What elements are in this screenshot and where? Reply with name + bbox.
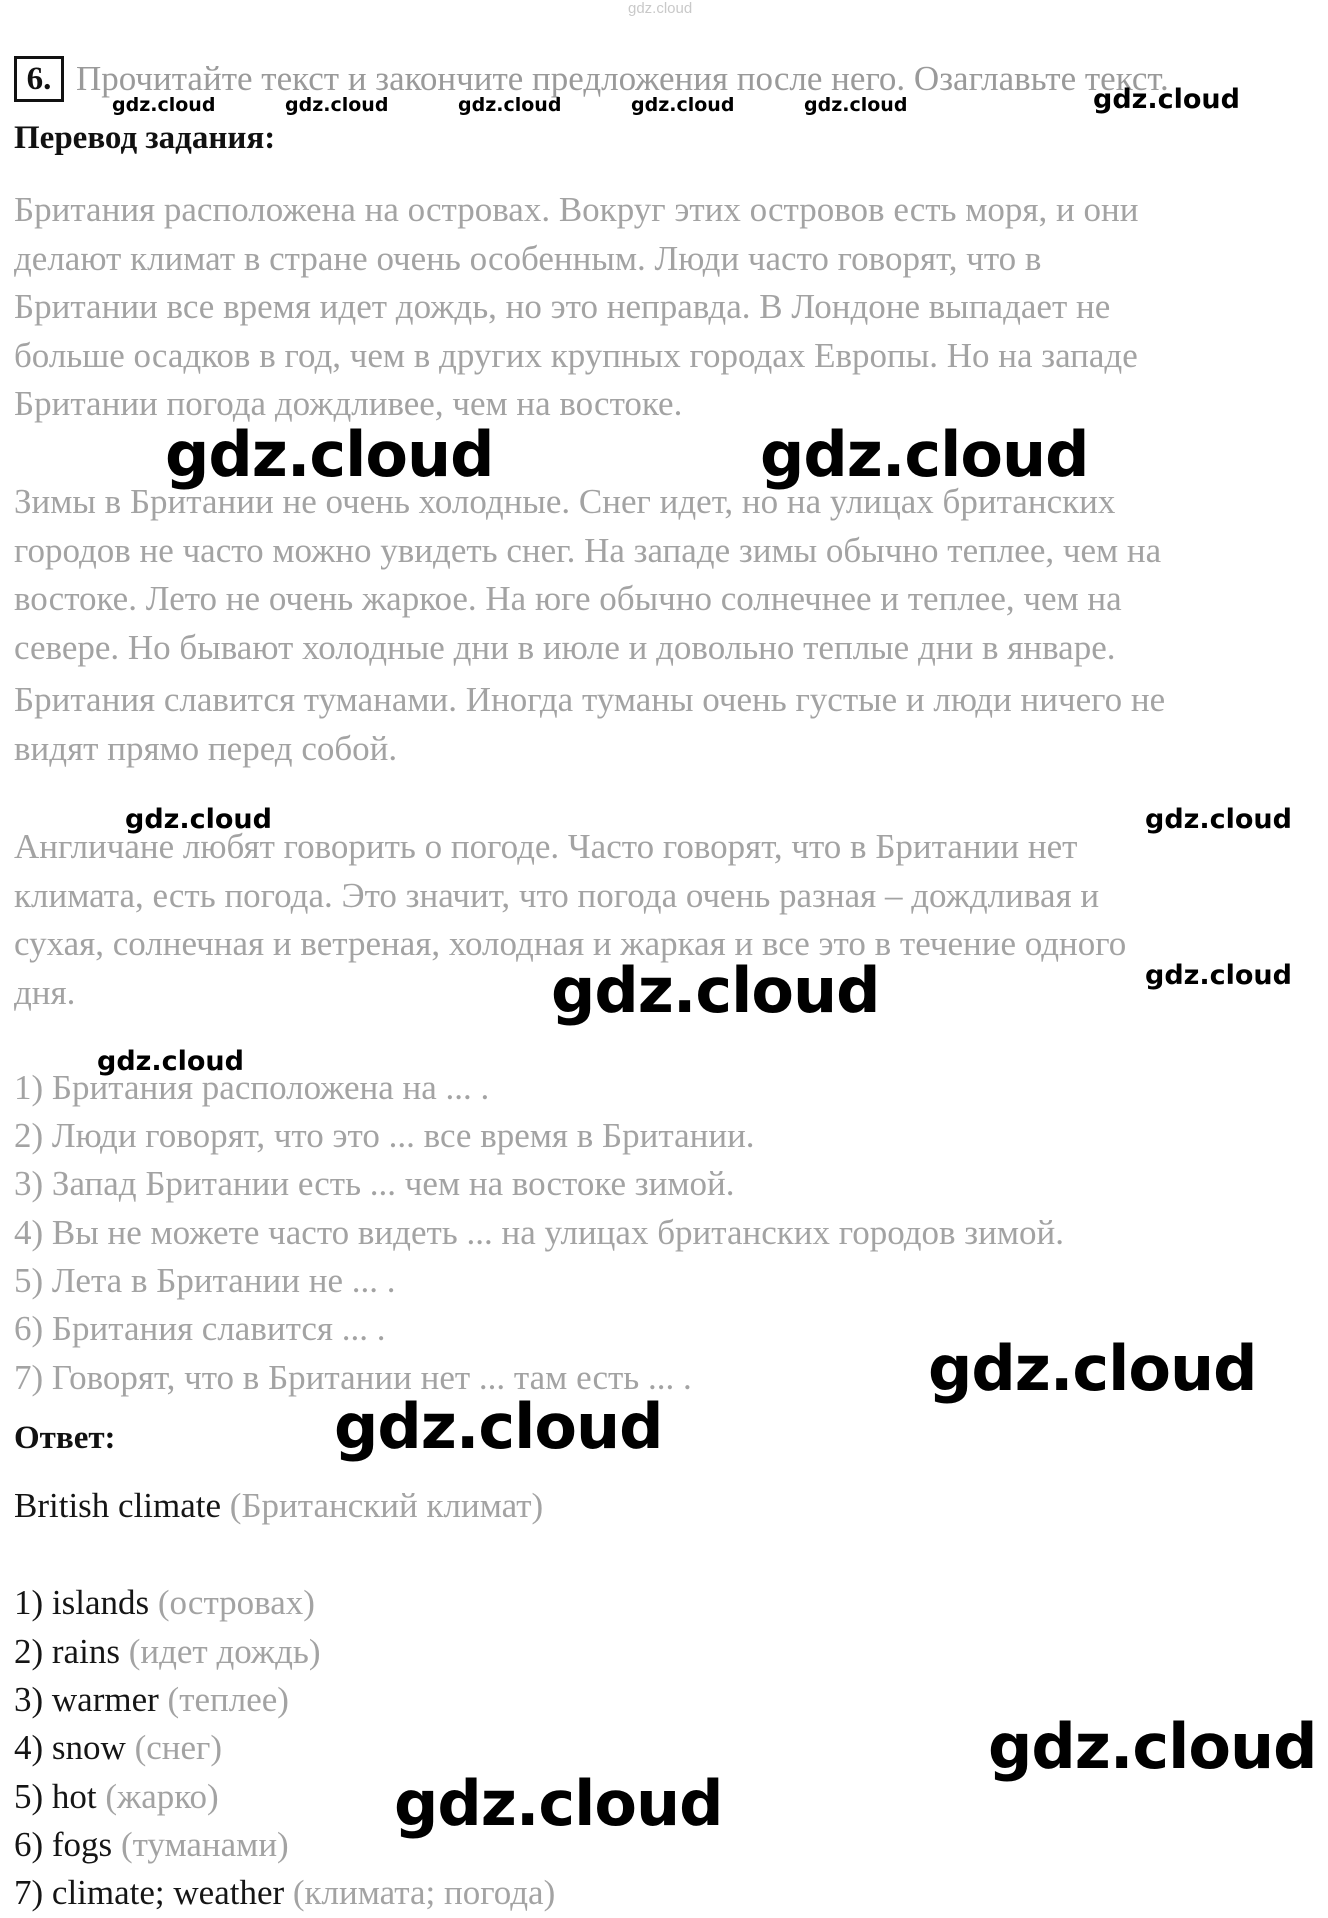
watermark: gdz.cloud (631, 94, 735, 116)
watermark: gdz.cloud (112, 94, 216, 116)
title-answer-ru: (Британский климат) (229, 1486, 544, 1525)
sentence-6: 6) Британия славится ... . (14, 1309, 386, 1348)
title-answer (14, 1486, 543, 1526)
task-text: Прочитайте текст и закончите предложения после него. Озаглавьте текст. (76, 59, 1169, 98)
answer-ru: (жарко) (105, 1777, 219, 1816)
answer-6 (14, 1825, 289, 1865)
task-number: 6. (14, 56, 64, 102)
paragraph-line: востоке. Лето не очень жаркое. На юге обычно солнечнее и теплее, чем на (14, 579, 1122, 618)
watermark: gdz.cloud (97, 1046, 244, 1077)
answer-en: 7) climate; weather (14, 1873, 285, 1912)
paragraph-line: городов не часто можно увидеть снег. На западе зимы обычно теплее, чем на (14, 530, 1162, 570)
answer-en: 2) rains (14, 1632, 120, 1671)
paragraph-line: севере. Но бывают холодные дни в июле и довольно теплые дни в январе. (14, 627, 1116, 667)
sentence-5: 5) Лета в Британии не ... . (14, 1261, 396, 1300)
watermark: gdz.cloud (165, 418, 494, 491)
translation-heading: Перевод задания: (14, 120, 276, 156)
answer-en: 5) hot (14, 1777, 97, 1816)
watermark: gdz.cloud (1145, 960, 1292, 991)
sentence-2: 2) Люди говорят, что это ... все время в Британии. (14, 1116, 755, 1155)
watermark: gdz.cloud (285, 94, 389, 116)
watermark: gdz.cloud (804, 94, 908, 116)
answer-en: 3) warmer (14, 1680, 159, 1719)
sentence-3: 3) Запад Британии есть ... чем на востоке зимой. (14, 1164, 735, 1203)
answer-ru: (теплее) (167, 1680, 289, 1719)
answer-en: 4) snow (14, 1728, 126, 1767)
paragraph-line: Британии все время идет дождь, но это неправда. В Лондоне выпадает не (14, 287, 1111, 326)
watermark: gdz.cloud (760, 418, 1089, 491)
watermark: gdz.cloud (988, 1710, 1317, 1783)
paragraph-3 (14, 676, 1314, 773)
watermark: gdz.cloud (928, 1332, 1257, 1405)
answer-1 (14, 1583, 315, 1623)
paragraph-line: сухая, солнечная и ветреная, холодная и жаркая и все это в течение одного (14, 924, 1127, 963)
answer-ru: (идет дождь) (128, 1632, 321, 1671)
sentence-4: 4) Вы не можете часто видеть ... на улицах британских городов зимой. (14, 1213, 1064, 1252)
sentence-1: 1) Британия расположена на ... . (14, 1068, 490, 1107)
title-answer-en: British climate (14, 1486, 222, 1525)
paragraph-line: Зимы в Британии не очень холодные. Снег идет, но на улицах британских (14, 482, 1116, 521)
answer-2 (14, 1632, 321, 1672)
answer-ru: (туманами) (120, 1825, 289, 1864)
answer-ru: (островах) (157, 1583, 315, 1622)
watermark: gdz.cloud (458, 94, 562, 116)
answer-en: 1) islands (14, 1583, 150, 1622)
watermark: gdz.cloud (125, 804, 272, 835)
paragraph-line: Англичане любят говорить о погоде. Часто говорят, что в Британии нет (14, 827, 1078, 866)
answer-heading: Ответ: (14, 1420, 116, 1456)
answer-5 (14, 1777, 219, 1817)
watermark: gdz.cloud (334, 1390, 663, 1463)
paragraph-line: Британии погода дождливее, чем на востоке. (14, 384, 683, 423)
paragraph-line: дня. (14, 972, 76, 1012)
answer-4 (14, 1728, 222, 1768)
answer-3 (14, 1680, 289, 1720)
paragraph-line: Британия расположена на островах. Вокруг этих островов есть моря, и они (14, 190, 1139, 229)
paragraph-line: больше осадков в год, чем в других крупных городах Европы. Но на западе (14, 335, 1138, 375)
top-watermark: gdz.cloud (628, 0, 693, 17)
watermark: gdz.cloud (1145, 804, 1292, 835)
paragraph-1 (14, 186, 1314, 429)
paragraph-line: видят прямо перед собой. (14, 728, 398, 768)
paragraph-line: Британия славится туманами. Иногда туманы очень густые и люди ничего не (14, 680, 1166, 719)
paragraph-line: климата, есть погода. Это значит, что погода очень разная – дождливая и (14, 875, 1100, 915)
paragraph-2 (14, 478, 1314, 672)
paragraph-line: делают климат в стране очень особенным. Люди часто говорят, что в (14, 238, 1042, 278)
watermark: gdz.cloud (1093, 84, 1240, 115)
answer-en: 6) fogs (14, 1825, 113, 1864)
answer-ru: (климата; погода) (292, 1873, 556, 1912)
watermark: gdz.cloud (551, 954, 880, 1027)
answer-7 (14, 1873, 555, 1913)
watermark: gdz.cloud (394, 1767, 723, 1840)
sentence-7: 7) Говорят, что в Британии нет ... там есть ... . (14, 1358, 692, 1397)
answer-ru: (снег) (134, 1728, 223, 1767)
